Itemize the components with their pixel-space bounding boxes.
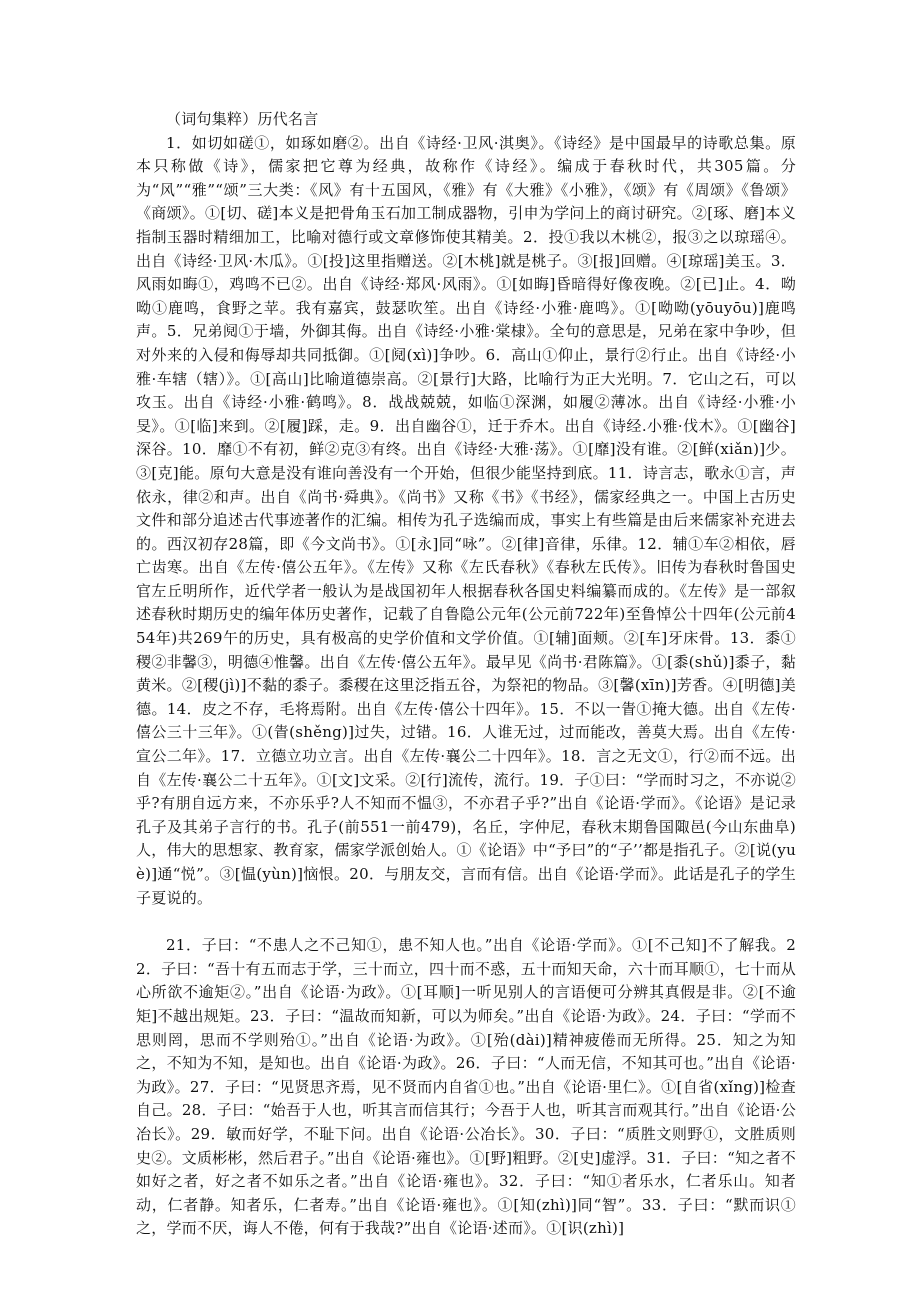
document-title: （词句集粹）历代名言 <box>166 110 319 128</box>
paragraph-1: 1．如切如磋①，如琢如磨②。出自《诗经·卫风·淇奥》。《诗经》是中国最早的诗歌总集。原本只称做《诗》，儒家把它尊为经典，故称作《诗经》。编成于春秋时代，共305篇。分为“风”“雅”“颂”三大类：《风》有十五国风，《雅》有《大雅》《小雅》，《颂》有《周颂》《鲁颂》《商颂》。①[切、磋]本义是把骨角玉石加工制成器物，引申为学问上的商讨研究。②[琢、磨]本义指制玉器时精细加工，比喻对德行或文章修饰使其精美。2．投①我以木桃②，报③之以琼瑶④。出自《诗经·卫风·木瓜》。①[投]这里指赠送。②[木桃]就是桃子。③[报]回赠。④[琼瑶]美玉。3．风雨如晦①，鸡鸣不已②。出自《诗经·郑风·风雨》。①[如晦]昏暗得好像夜晚。②[已]止。4．呦呦①鹿鸣，食野之苹。我有嘉宾，鼓瑟吹笙。出自《诗经·小雅·鹿鸣》。①[呦呦(yōuyōu)]鹿鸣声。5．兄弟阋①于墙，外御其侮。出自《诗经·小雅·棠棣》。全句的意思是，兄弟在家中争吵，但对外来的入侵和侮辱却共同抵御。①[阋(xì)]争吵。6．高山①仰止，景行②行止。出自《诗经·小雅·车辖（辖）》。①[高山]比喻道德崇高。②[景行]大路，比喻行为正大光明。7．它山之石，可以攻玉。出自《诗经·小雅·鹤鸣》。8．战战兢兢，如临①深渊，如履②薄冰。出自《诗经·小雅·小旻》。①[临]来到。②[履]踩，走。9．出自幽谷①，迁于乔木。出自《诗经.小雅·伐木》。①[幽谷]深谷。10．靡①不有初，鲜②克③有终。出自《诗经·大雅·荡》。①[靡]没有谁。②[鲜(xiǎn)]少。③[克]能。原句大意是没有谁向善没有一个开始，但很少能坚持到底。11．诗言志，歌永①言，声依永，律②和声。出自《尚书·舜典》。《尚书》又称《书》《书经》，儒家经典之一。中国上古历史文件和部分追述古代事迹著作的汇编。相传为孔子选编而成，事实上有些篇是由后来儒家补充进去的。西汉初存28篇，即《今文尚书》。①[永]同“咏”。②[律]音律，乐律。12．辅①车②相依，唇亡齿寒。出自《左传·僖公五年》。《左传》又称《左氏春秋》《春秋左氏传》。旧传为春秋时鲁国史官左丘明所作，近代学者一般认为是战国初年人根据春秋各国史料编纂而成的。《左传》是一部叙述春秋时期历史的编年体历史著作，记载了自鲁隐公元年(公元前722年)至鲁悼公十四年(公元前454年)共269午的历史，具有极高的史学价值和文学价值。①[辅]面颊。②[车]牙床骨。13．黍①稷②非馨③，明德④惟馨。出自《左传·僖公五年》。最早见《尚书·君陈篇》。①[黍(shǔ)]黍子，黏黄米。②[稷(jì)]不黏的黍子。黍稷在这里泛指五谷，为祭祀的物品。③[馨(xīn)]芳香。④[明德]美德。14．皮之不存，毛将焉附。出自《左传·僖公十四年》。15．不以一眚①掩大德。出自《左传·僖公三十三年》。①(眚(shěng)]过失，过错。16．人谁无过，过而能改，善莫大焉。出自《左传·宣公二年》。17．立德立功立言。出自《左传·襄公二十四年》。18．言之无文①，行②而不远。出自《左传·襄公二十五年》。①[文]文采。②[行]流传，流行。19．子①曰：“学而时习之，不亦说②乎?有朋自远方来，不亦乐乎?人不知而不愠③，不亦君子乎?”出自《论语·学而》。《论语》是记录孔子及其弟子言行的书。孔子(前551一前479)，名丘，字仲尼，春秋末期鲁国陬邑(今山东曲阜)人，伟大的思想家、教育家，儒家学派创始人。①《论语》中“予曰”的“子’’都是指孔子。②[说(yuè)]通“悦”。③[愠(yùn)]恼恨。20．与朋友交，言而有信。出自《论语·学而》。此话是孔子的学生子夏说的。 <box>136 133 796 907</box>
paragraph-gap <box>136 910 796 934</box>
paragraph-2: 21．子曰：“不患人之不己知①，患不知人也。”出自《论语·学而》。①[不己知]不了解我。22．子曰：“吾十有五而志于学，三十而立，四十而不惑，五十而知天命，六十而耳顺①，七十而从心所欲不逾矩②。”出自《论语·为政》。①[耳顺]一听见别人的言语便可分辨其真假是非。②[不逾矩]不越出规矩。23．子曰：“温故而知新，可以为师矣。”出自《论语·为政》。24．子曰：“学而不思则罔，思而不学则殆①。”出自《论语·为政》。①[殆(dài)]精神疲倦而无所得。25．知之为知之，不知为不知，是知也。出自《论语·为政》。26．子曰：“人而无信，不知其可也。”出自《论语·为政》。27．子曰：“见贤思齐焉，见不贤而内自省①也。”出自《论语·里仁》。①[自省(xǐng)]检查自己。28．子曰：“始吾于人也，听其言而信其行；今吾于人也，听其言而观其行。”出自《论语·公冶长》。29．敏而好学，不耻下问。出自《论语·公冶长》。30．子曰：“质胜文则野①，文胜质则史②。文质彬彬，然后君子。”出自《论语·雍也》。①[野]粗野。②[史]虚浮。31．子曰：“知之者不如好之者，好之者不如乐之者。”出自《论语·雍也》。32．子曰：“知①者乐水，仁者乐山。知者动，仁者静。知者乐，仁者寿。”出自《论语·雍也》。①[知(zhì)]同“智”。33．子曰：“默而识①之，学而不厌，诲人不倦，何有于我哉?”出自《论语·述而》。①[识(zhì)] <box>136 936 796 1238</box>
document-page <box>136 108 796 1241</box>
